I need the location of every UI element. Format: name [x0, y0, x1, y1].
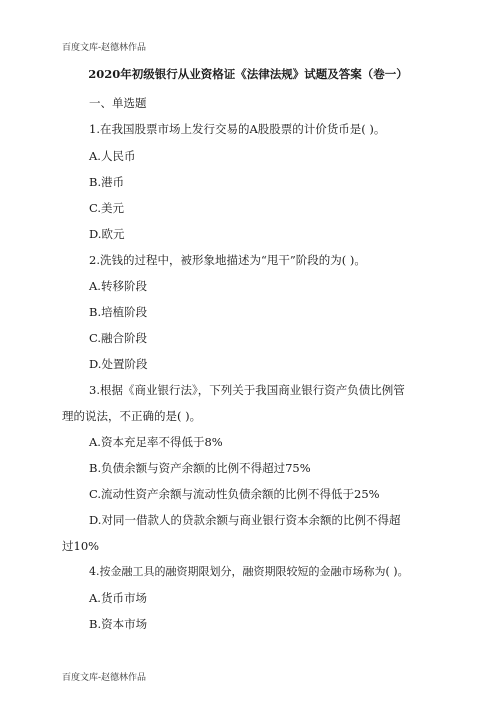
- question-1-option-d: D.欧元: [89, 227, 125, 241]
- question-3-option-d-line2: 过10%: [62, 539, 100, 553]
- question-1-option-c: C.美元: [89, 201, 125, 215]
- question-3-option-d-line1: D.对同一借款人的贷款余额与商业银行资本余额的比例不得超: [89, 513, 401, 527]
- question-1-text: 1.在我国股票市场上发行交易的A股股票的计价货币是( )。: [89, 122, 386, 136]
- question-3-text-line1: 3.根据《商业银行法》，下列关于我国商业银行资产负债比例管: [89, 383, 405, 397]
- page-header-note: 百度文库-赵德林作品: [62, 43, 147, 53]
- question-4-option-a: A.货币市场: [89, 591, 147, 605]
- question-4-option-b: B.资本市场: [89, 617, 148, 631]
- page-footer-note: 百度文库-赵德林作品: [62, 673, 147, 683]
- question-2-option-b: B.培植阶段: [89, 305, 148, 319]
- question-3-option-c: C.流动性资产余额与流动性负债余额的比例不得低于25%: [89, 487, 380, 501]
- question-1-option-b: B.港币: [89, 175, 125, 189]
- question-3-text-line2: 理的说法，不正确的是( )。: [62, 409, 202, 423]
- question-3-option-b: B.负债余额与资产余额的比例不得超过75%: [89, 461, 311, 475]
- question-2-option-d: D.处置阶段: [89, 357, 148, 371]
- question-1-option-a: A.人民币: [89, 149, 136, 163]
- question-3-option-a: A.资本充足率不得低于8%: [89, 435, 223, 449]
- section-heading: 一、单选题: [89, 96, 147, 110]
- question-2-text: 2.洗钱的过程中，被形象地描述为“甩干”阶段的为( )。: [89, 253, 366, 267]
- document-title: 2020年初级银行从业资格证《法律法规》试题及答案（卷一）: [88, 67, 408, 81]
- question-2-option-a: A.转移阶段: [89, 279, 147, 293]
- question-2-option-c: C.融合阶段: [89, 331, 148, 345]
- question-4-text: 4.按金融工具的融资期限划分，融资期限较短的金融市场称为( )。: [89, 565, 409, 578]
